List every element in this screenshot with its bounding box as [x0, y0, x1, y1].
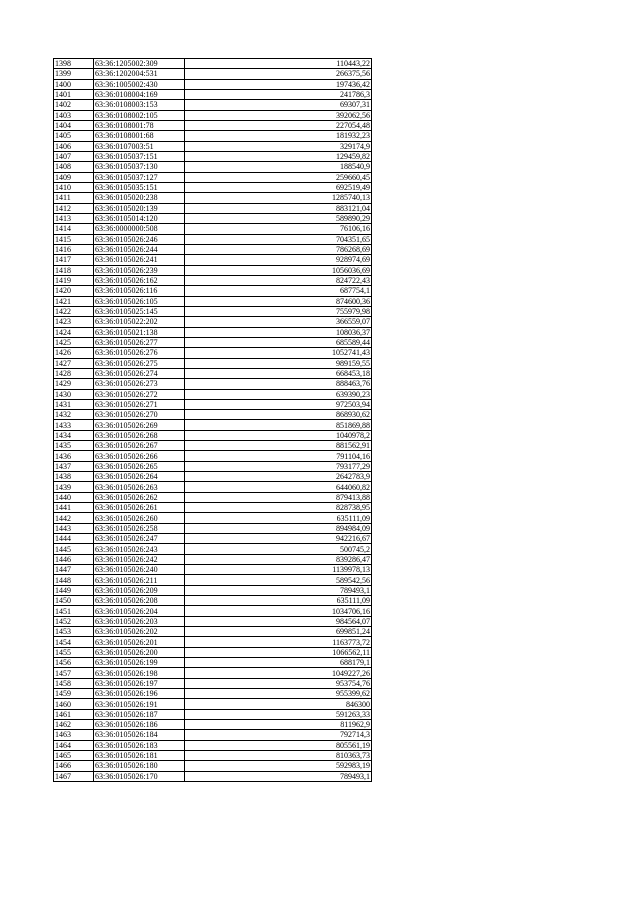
cadastral-value-cell: 704351,65	[185, 234, 372, 244]
cadastral-value-cell: 874600,36	[185, 296, 372, 306]
row-number-cell: 1446	[54, 554, 94, 564]
row-number-cell: 1435	[54, 441, 94, 451]
row-number-cell: 1434	[54, 430, 94, 440]
cadastral-value-cell: 824722,43	[185, 275, 372, 285]
cadastral-number-cell: 63:36:0105026:264	[94, 472, 185, 482]
cadastral-number-cell: 63:36:0000000:508	[94, 224, 185, 234]
cadastral-number-cell: 63:36:0105026:269	[94, 420, 185, 430]
row-number-cell: 1462	[54, 720, 94, 730]
cadastral-number-cell: 63:36:0105026:268	[94, 430, 185, 440]
cadastral-number-cell: 63:36:0105026:183	[94, 740, 185, 750]
cadastral-value-cell: 687754,1	[185, 286, 372, 296]
cadastral-number-cell: 63:36:0105026:240	[94, 565, 185, 575]
cadastral-number-cell: 63:36:0105026:116	[94, 286, 185, 296]
table-row	[54, 523, 372, 533]
table-row	[54, 761, 372, 771]
cadastral-number-cell: 63:36:0105022:202	[94, 317, 185, 327]
row-number-cell: 1451	[54, 606, 94, 616]
row-number-cell: 1405	[54, 131, 94, 141]
cadastral-number-cell: 63:36:0105026:265	[94, 461, 185, 471]
cadastral-value-cell: 955399,62	[185, 689, 372, 699]
row-number-cell: 1430	[54, 389, 94, 399]
cadastral-number-cell: 63:36:0105026:246	[94, 234, 185, 244]
table-row	[54, 151, 372, 161]
row-number-cell: 1422	[54, 306, 94, 316]
cadastral-number-cell: 63:36:0105026:208	[94, 596, 185, 606]
row-number-cell: 1453	[54, 627, 94, 637]
cadastral-number-cell: 63:36:1205002:309	[94, 59, 185, 69]
row-number-cell: 1410	[54, 182, 94, 192]
cadastral-value-cell: 811962,9	[185, 720, 372, 730]
table-row	[54, 193, 372, 203]
cadastral-value-cell: 639390,23	[185, 389, 372, 399]
cadastral-value-cell: 1049227,26	[185, 668, 372, 678]
table-row	[54, 565, 372, 575]
cadastral-value-cell: 846300	[185, 699, 372, 709]
table-row	[54, 368, 372, 378]
cadastral-value-cell: 868930,62	[185, 410, 372, 420]
cadastral-number-cell: 63:36:0105026:191	[94, 699, 185, 709]
cadastral-value-cell: 197436,42	[185, 79, 372, 89]
cadastral-value-cell: 984564,07	[185, 616, 372, 626]
table-row	[54, 430, 372, 440]
cadastral-value-cell: 810363,73	[185, 750, 372, 760]
cadastral-number-cell: 63:36:0108002:105	[94, 110, 185, 120]
cadastral-number-cell: 63:36:0105037:151	[94, 151, 185, 161]
cadastral-value-cell: 668453,18	[185, 368, 372, 378]
cadastral-number-cell: 63:36:0105026:209	[94, 585, 185, 595]
cadastral-value-cell: 972503,94	[185, 399, 372, 409]
table-body	[54, 59, 372, 782]
cadastral-number-cell: 63:36:0108001:78	[94, 120, 185, 130]
cadastral-number-cell: 63:36:0105020:238	[94, 193, 185, 203]
table-row	[54, 699, 372, 709]
row-number-cell: 1407	[54, 151, 94, 161]
table-row	[54, 616, 372, 626]
cadastral-number-cell: 63:36:0105026:242	[94, 554, 185, 564]
cadastral-value-cell: 69307,31	[185, 100, 372, 110]
row-number-cell: 1415	[54, 234, 94, 244]
cadastral-value-cell: 883121,04	[185, 203, 372, 213]
table-row	[54, 358, 372, 368]
cadastral-number-cell: 63:36:0105026:272	[94, 389, 185, 399]
cadastral-number-cell: 63:36:1005002:430	[94, 79, 185, 89]
cadastral-number-cell: 63:36:0105026:202	[94, 627, 185, 637]
row-number-cell: 1461	[54, 709, 94, 719]
table-row	[54, 461, 372, 471]
table-row	[54, 131, 372, 141]
table-row	[54, 255, 372, 265]
row-number-cell: 1417	[54, 255, 94, 265]
cadastral-value-cell: 644060,82	[185, 482, 372, 492]
table-row	[54, 482, 372, 492]
row-number-cell: 1406	[54, 141, 94, 151]
row-number-cell: 1440	[54, 492, 94, 502]
row-number-cell: 1413	[54, 213, 94, 223]
cadastral-value-cell: 688179,1	[185, 658, 372, 668]
row-number-cell: 1421	[54, 296, 94, 306]
cadastral-number-cell: 63:36:0105026:276	[94, 348, 185, 358]
row-number-cell: 1418	[54, 265, 94, 275]
cadastral-number-cell: 63:36:0105026:187	[94, 709, 185, 719]
table-row	[54, 182, 372, 192]
cadastral-number-cell: 63:36:0108004:169	[94, 89, 185, 99]
cadastral-value-cell: 1066562,11	[185, 647, 372, 657]
cadastral-number-cell: 63:36:0105026:247	[94, 534, 185, 544]
cadastral-value-cell: 793177,29	[185, 461, 372, 471]
cadastral-number-cell: 63:36:0105026:196	[94, 689, 185, 699]
table-row	[54, 534, 372, 544]
row-number-cell: 1447	[54, 565, 94, 575]
row-number-cell: 1441	[54, 503, 94, 513]
cadastral-value-cell: 1163773,72	[185, 637, 372, 647]
table-row	[54, 709, 372, 719]
row-number-cell: 1445	[54, 544, 94, 554]
table-row	[54, 306, 372, 316]
table-row	[54, 730, 372, 740]
cadastral-number-cell: 63:36:0105026:274	[94, 368, 185, 378]
row-number-cell: 1400	[54, 79, 94, 89]
cadastral-value-cell: 589890,29	[185, 213, 372, 223]
row-number-cell: 1454	[54, 637, 94, 647]
cadastral-value-cell: 894984,09	[185, 523, 372, 533]
row-number-cell: 1456	[54, 658, 94, 668]
cadastral-number-cell: 63:36:0105026:258	[94, 523, 185, 533]
cadastral-number-cell: 63:36:0105026:203	[94, 616, 185, 626]
cadastral-value-cell: 805561,19	[185, 740, 372, 750]
cadastral-number-cell: 63:36:0105026:261	[94, 503, 185, 513]
cadastral-number-cell: 63:36:0105021:138	[94, 327, 185, 337]
cadastral-number-cell: 63:36:0105026:201	[94, 637, 185, 647]
cadastral-value-cell: 1040978,2	[185, 430, 372, 440]
cadastral-number-cell: 63:36:0105035:151	[94, 182, 185, 192]
table-row	[54, 296, 372, 306]
row-number-cell: 1426	[54, 348, 94, 358]
table-row	[54, 327, 372, 337]
table-row	[54, 265, 372, 275]
table-row	[54, 89, 372, 99]
cadastral-value-cell: 329174,9	[185, 141, 372, 151]
cadastral-number-cell: 63:36:0105026:199	[94, 658, 185, 668]
cadastral-value-cell: 259660,45	[185, 172, 372, 182]
table-row	[54, 162, 372, 172]
table-row	[54, 451, 372, 461]
cadastral-value-cell: 589542,56	[185, 575, 372, 585]
row-number-cell: 1399	[54, 69, 94, 79]
cadastral-value-cell: 2642783,9	[185, 472, 372, 482]
table-row	[54, 275, 372, 285]
cadastral-number-cell: 63:36:0108003:153	[94, 100, 185, 110]
cadastral-number-cell: 63:36:0105026:271	[94, 399, 185, 409]
row-number-cell: 1425	[54, 337, 94, 347]
table-row	[54, 544, 372, 554]
cadastral-number-cell: 63:36:0105026:184	[94, 730, 185, 740]
cadastral-value-cell: 692519,49	[185, 182, 372, 192]
row-number-cell: 1416	[54, 244, 94, 254]
cadastral-number-cell: 63:36:0105020:139	[94, 203, 185, 213]
cadastral-number-cell: 63:36:0105026:262	[94, 492, 185, 502]
cadastral-value-cell: 1139978,13	[185, 565, 372, 575]
row-number-cell: 1423	[54, 317, 94, 327]
cadastral-value-cell: 635111,09	[185, 596, 372, 606]
row-number-cell: 1457	[54, 668, 94, 678]
row-number-cell: 1432	[54, 410, 94, 420]
table-row	[54, 79, 372, 89]
row-number-cell: 1414	[54, 224, 94, 234]
row-number-cell: 1438	[54, 472, 94, 482]
row-number-cell: 1442	[54, 513, 94, 523]
cadastral-number-cell: 63:36:0108001:68	[94, 131, 185, 141]
cadastral-value-cell: 76106,16	[185, 224, 372, 234]
cadastral-number-cell: 63:36:0105026:244	[94, 244, 185, 254]
cadastral-value-cell: 1052741,43	[185, 348, 372, 358]
cadastral-number-cell: 63:36:0105026:204	[94, 606, 185, 616]
row-number-cell: 1467	[54, 771, 94, 781]
table-row	[54, 379, 372, 389]
cadastral-value-cell: 789493,1	[185, 585, 372, 595]
row-number-cell: 1419	[54, 275, 94, 285]
row-number-cell: 1420	[54, 286, 94, 296]
cadastral-number-cell: 63:36:0105026:275	[94, 358, 185, 368]
table-row	[54, 286, 372, 296]
cadastral-number-cell: 63:36:0105026:267	[94, 441, 185, 451]
cadastral-value-cell: 181932,23	[185, 131, 372, 141]
cadastral-number-cell: 63:36:0105026:105	[94, 296, 185, 306]
row-number-cell: 1464	[54, 740, 94, 750]
table-row	[54, 59, 372, 69]
cadastral-value-cell: 851869,88	[185, 420, 372, 430]
table-row	[54, 410, 372, 420]
cadastral-value-cell: 879413,88	[185, 492, 372, 502]
cadastral-number-cell: 63:36:0105026:270	[94, 410, 185, 420]
row-number-cell: 1401	[54, 89, 94, 99]
row-number-cell: 1428	[54, 368, 94, 378]
row-number-cell: 1444	[54, 534, 94, 544]
cadastral-value-cell: 129459,82	[185, 151, 372, 161]
table-row	[54, 100, 372, 110]
row-number-cell: 1427	[54, 358, 94, 368]
table-row	[54, 234, 372, 244]
cadastral-value-cell: 792714,3	[185, 730, 372, 740]
table-row	[54, 503, 372, 513]
table-row	[54, 348, 372, 358]
row-number-cell: 1404	[54, 120, 94, 130]
row-number-cell: 1449	[54, 585, 94, 595]
table-row	[54, 441, 372, 451]
table-row	[54, 720, 372, 730]
table-row	[54, 110, 372, 120]
cadastral-value-cell: 1056036,69	[185, 265, 372, 275]
row-number-cell: 1455	[54, 647, 94, 657]
table-row	[54, 420, 372, 430]
table-row	[54, 689, 372, 699]
cadastral-number-cell: 63:36:0105037:127	[94, 172, 185, 182]
table-row	[54, 317, 372, 327]
cadastral-value-table	[53, 58, 372, 782]
table-row	[54, 337, 372, 347]
cadastral-value-cell: 789493,1	[185, 771, 372, 781]
cadastral-number-cell: 63:36:0105026:263	[94, 482, 185, 492]
cadastral-value-cell: 755979,98	[185, 306, 372, 316]
table-row	[54, 596, 372, 606]
table-row	[54, 120, 372, 130]
cadastral-value-cell: 592983,19	[185, 761, 372, 771]
cadastral-number-cell: 63:36:0105025:145	[94, 306, 185, 316]
cadastral-value-cell: 108036,37	[185, 327, 372, 337]
cadastral-value-cell: 241786,3	[185, 89, 372, 99]
cadastral-value-cell: 392062,56	[185, 110, 372, 120]
cadastral-number-cell: 63:36:0105026:260	[94, 513, 185, 523]
cadastral-value-cell: 1285740,13	[185, 193, 372, 203]
cadastral-value-cell: 227054,48	[185, 120, 372, 130]
row-number-cell: 1437	[54, 461, 94, 471]
cadastral-number-cell: 63:36:0105026:200	[94, 647, 185, 657]
cadastral-number-cell: 63:36:0105026:211	[94, 575, 185, 585]
row-number-cell: 1450	[54, 596, 94, 606]
cadastral-number-cell: 63:36:0105026:273	[94, 379, 185, 389]
cadastral-number-cell: 63:36:0105026:197	[94, 678, 185, 688]
cadastral-value-cell: 699851,24	[185, 627, 372, 637]
cadastral-number-cell: 63:36:0105026:243	[94, 544, 185, 554]
table-row	[54, 637, 372, 647]
cadastral-value-cell: 888463,76	[185, 379, 372, 389]
cadastral-value-cell: 928974,69	[185, 255, 372, 265]
cadastral-value-cell: 942216,67	[185, 534, 372, 544]
table-row	[54, 678, 372, 688]
row-number-cell: 1398	[54, 59, 94, 69]
row-number-cell: 1458	[54, 678, 94, 688]
cadastral-number-cell: 63:36:0105026:277	[94, 337, 185, 347]
cadastral-value-cell: 1034706,16	[185, 606, 372, 616]
cadastral-value-cell: 591263,33	[185, 709, 372, 719]
table-row	[54, 668, 372, 678]
table-row	[54, 213, 372, 223]
row-number-cell: 1465	[54, 750, 94, 760]
cadastral-value-cell: 881562,91	[185, 441, 372, 451]
cadastral-number-cell: 63:36:0105026:266	[94, 451, 185, 461]
row-number-cell: 1448	[54, 575, 94, 585]
cadastral-number-cell: 63:36:0105026:181	[94, 750, 185, 760]
cadastral-number-cell: 63:36:0105014:120	[94, 213, 185, 223]
table-row	[54, 389, 372, 399]
cadastral-value-cell: 839286,47	[185, 554, 372, 564]
row-number-cell: 1439	[54, 482, 94, 492]
table-row	[54, 472, 372, 482]
table-row	[54, 740, 372, 750]
row-number-cell: 1431	[54, 399, 94, 409]
cadastral-value-cell: 786268,69	[185, 244, 372, 254]
row-number-cell: 1460	[54, 699, 94, 709]
row-number-cell: 1436	[54, 451, 94, 461]
cadastral-value-cell: 685589,44	[185, 337, 372, 347]
cadastral-number-cell: 63:36:1202004:531	[94, 69, 185, 79]
row-number-cell: 1452	[54, 616, 94, 626]
row-number-cell: 1409	[54, 172, 94, 182]
table-row	[54, 244, 372, 254]
row-number-cell: 1429	[54, 379, 94, 389]
table-row	[54, 172, 372, 182]
cadastral-value-cell: 366559,07	[185, 317, 372, 327]
cadastral-number-cell: 63:36:0105026:170	[94, 771, 185, 781]
cadastral-value-cell: 500745,2	[185, 544, 372, 554]
cadastral-value-cell: 791104,16	[185, 451, 372, 461]
row-number-cell: 1402	[54, 100, 94, 110]
table-row	[54, 224, 372, 234]
cadastral-value-cell: 828738,95	[185, 503, 372, 513]
table-row	[54, 585, 372, 595]
table-row	[54, 141, 372, 151]
row-number-cell: 1466	[54, 761, 94, 771]
table-row	[54, 771, 372, 781]
table-row	[54, 750, 372, 760]
row-number-cell: 1459	[54, 689, 94, 699]
cadastral-value-cell: 266375,56	[185, 69, 372, 79]
row-number-cell: 1408	[54, 162, 94, 172]
cadastral-number-cell: 63:36:0105026:239	[94, 265, 185, 275]
table-row	[54, 647, 372, 657]
row-number-cell: 1443	[54, 523, 94, 533]
cadastral-number-cell: 63:36:0105026:162	[94, 275, 185, 285]
cadastral-number-cell: 63:36:0105026:186	[94, 720, 185, 730]
row-number-cell: 1411	[54, 193, 94, 203]
row-number-cell: 1412	[54, 203, 94, 213]
row-number-cell: 1403	[54, 110, 94, 120]
table-row	[54, 399, 372, 409]
table-row	[54, 606, 372, 616]
table-row	[54, 627, 372, 637]
row-number-cell: 1424	[54, 327, 94, 337]
table-row	[54, 658, 372, 668]
table-row	[54, 513, 372, 523]
cadastral-number-cell: 63:36:0105026:198	[94, 668, 185, 678]
cadastral-number-cell: 63:36:0107003:51	[94, 141, 185, 151]
cadastral-number-cell: 63:36:0105026:241	[94, 255, 185, 265]
cadastral-value-cell: 953754,76	[185, 678, 372, 688]
table-row	[54, 69, 372, 79]
table-row	[54, 492, 372, 502]
table-row	[54, 554, 372, 564]
table-row	[54, 575, 372, 585]
cadastral-value-cell: 635111,09	[185, 513, 372, 523]
cadastral-number-cell: 63:36:0105037:130	[94, 162, 185, 172]
row-number-cell: 1463	[54, 730, 94, 740]
cadastral-value-cell: 110443,22	[185, 59, 372, 69]
cadastral-number-cell: 63:36:0105026:180	[94, 761, 185, 771]
cadastral-value-cell: 188540,9	[185, 162, 372, 172]
cadastral-value-cell: 989159,55	[185, 358, 372, 368]
table-row	[54, 203, 372, 213]
row-number-cell: 1433	[54, 420, 94, 430]
